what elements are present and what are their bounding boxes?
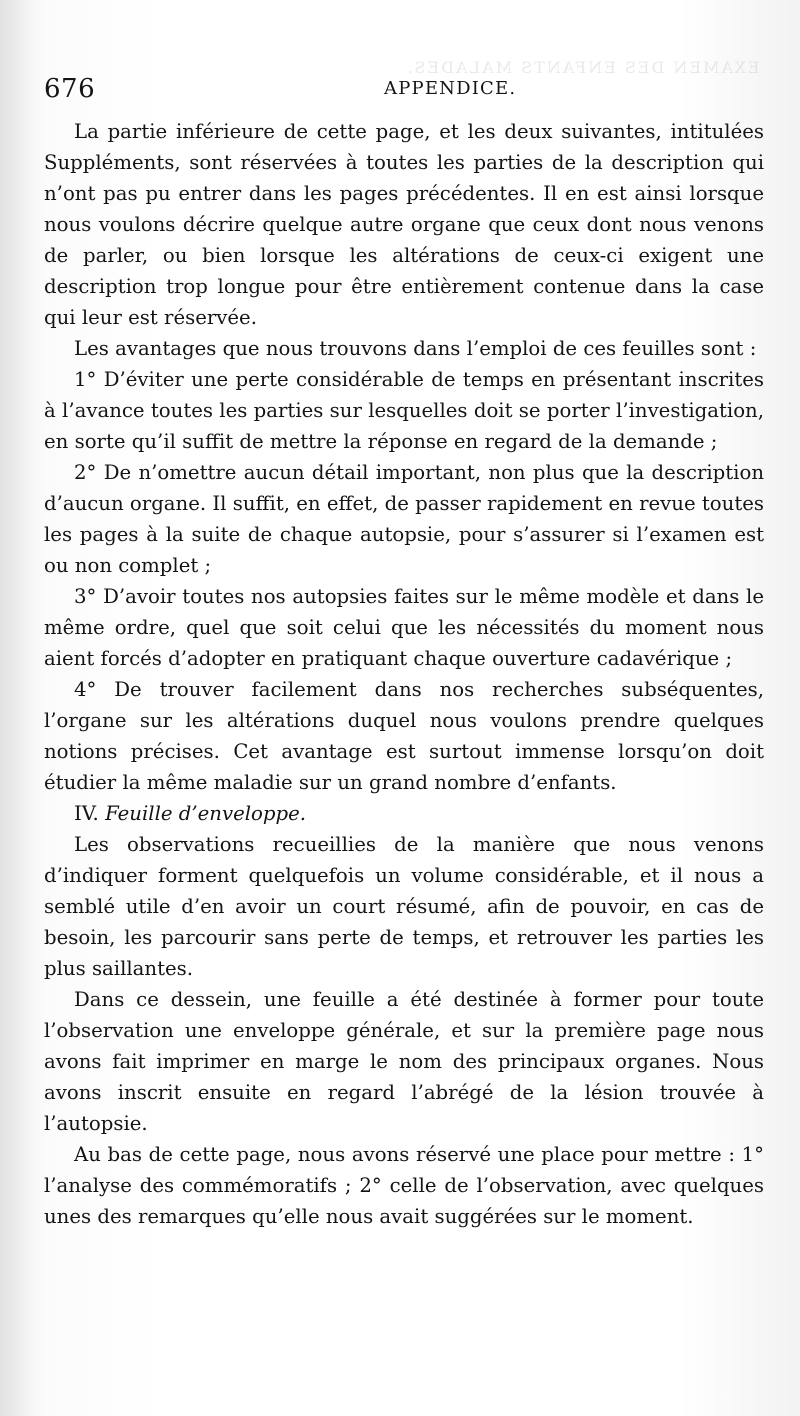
page-number: 676 xyxy=(44,74,96,104)
paragraph-advantages-intro: Les avantages que nous trouvons dans l’emploi de ces feuilles sont : xyxy=(74,337,757,360)
section-heading xyxy=(44,798,764,829)
page-header xyxy=(44,74,764,104)
section-title: Feuille d’enveloppe. xyxy=(105,802,307,825)
running-head: APPENDICE. xyxy=(384,78,517,99)
paragraph-supplements: La partie inférieure de cette page, et les deux suivantes, intitulées Suppléments, sont réservées à toutes les parties de la description qui n’ont pas pu entrer dans les pages précédentes. Il en est ainsi lorsque nous voulons décrire quelque autre organe que ceux dont nous venons de parler, ou bien lorsque les altérations de ceux-ci exigent une description trop longue pour être entièrement contenue dans la case qui leur est réservée. xyxy=(44,120,764,329)
paragraph-advantage-2: 2° De n’omettre aucun détail important, non plus que la description d’aucun organe. Il suffit, en effet, de passer rapidement en revue toutes les pages à la suite de chaque autopsie, pour s’assurer si l’examen est ou non complet ; xyxy=(44,461,764,577)
paragraph-advantage-1: 1° D’éviter une perte considérable de temps en présentant inscrites à l’avance toutes les parties sur lesquelles doit se porter l’investigation, en sorte qu’il suffit de mettre la réponse en regard de la demande ; xyxy=(44,368,764,453)
paragraph-advantage-3: 3° D’avoir toutes nos autopsies faites sur le même modèle et dans le même ordre, quel que soit celui que les nécessités du moment nous aient forcés d’adopter en pratiquant chaque ouverture cadavérique ; xyxy=(44,585,764,670)
section-numeral: IV. xyxy=(74,802,99,825)
body-text xyxy=(44,116,764,1232)
paragraph-envelope-design: Dans ce dessein, une feuille a été destinée à former pour toute l’observation une enveloppe générale, et sur la première page nous avons fait imprimer en marge le nom des principaux organes. Nous avons inscrit ensuite en regard l’abrégé de la lésion trouvée à l’autopsie. xyxy=(44,988,764,1135)
paragraph-envelope-footer: Au bas de cette page, nous avons réservé une place pour mettre : 1° l’analyse des commémoratifs ; 2° celle de l’observation, avec quelques unes des remarques qu’elle nous avait suggérées sur le moment. xyxy=(44,1143,764,1228)
paragraph-envelope-purpose: Les observations recueillies de la manière que nous venons d’indiquer forment quelquefois un volume considérable, et il nous a semblé utile d’en avoir un court résumé, afin de pouvoir, en cas de besoin, les parcourir sans perte de temps, et retrouver les parties les plus saillantes. xyxy=(44,833,764,980)
bleed-through-text: EXAMEN DES ENFANTS MALADES. xyxy=(406,58,760,77)
paragraph-advantage-4: 4° De trouver facilement dans nos recherches subséquentes, l’organe sur les altérations duquel nous voulons prendre quelques notions précises. Cet avantage est surtout immense lorsqu’on doit étudier la même maladie sur un grand nombre d’enfants. xyxy=(44,678,764,794)
scan-edge-shadow xyxy=(0,0,36,1416)
